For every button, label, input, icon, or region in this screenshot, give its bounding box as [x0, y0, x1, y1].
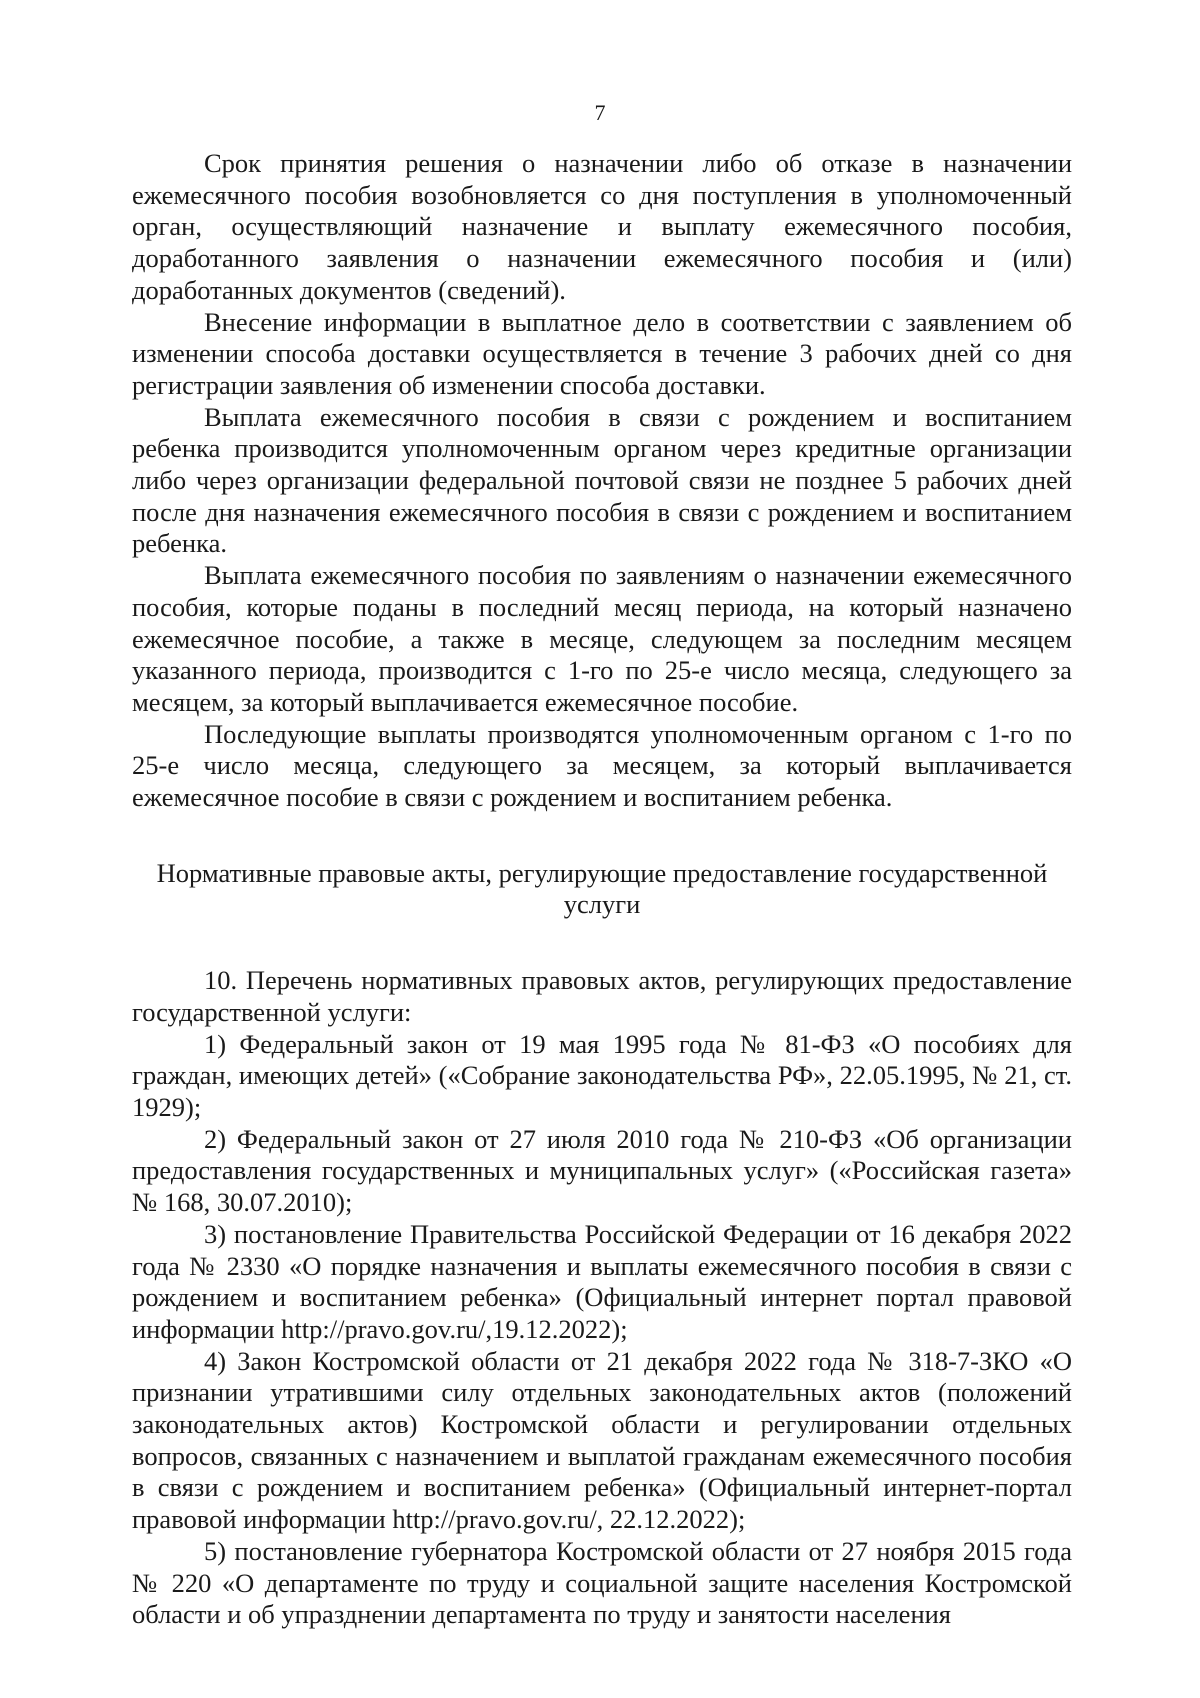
paragraph-payment-method: Выплата ежемесячного пособия в связи с рождением и воспитанием ребенка производится уполномоченным органом через кредитные организации либо через организации федеральной почтовой связи не позднее 5 рабочих дней после дня назначения ежемесячного пособия в связи с рождением и воспитанием ребенка. [132, 401, 1072, 559]
list-item-act-1: 1) Федеральный закон от 19 мая 1995 года № 81-ФЗ «О пособиях для граждан, имеющих детей» («Собрание законодательства РФ», 22.05.1995, № 21, ст. 1929); [132, 1028, 1072, 1122]
section-heading [132, 858, 1072, 921]
list-item-act-4: 4) Закон Костромской области от 21 декабря 2022 года № 318-7-ЗКО «О признании утратившими силу отдельных законодательных актов (положений законодательных актов) Костромской области и регулировании отдельных вопросов, связанных с назначением и выплатой гражданам ежемесячного пособия в связи с рождением и воспитанием ребенка» (Официальный интернет-портал правовой информации http://pravo.gov.ru/, 22.12.2022); [132, 1345, 1072, 1535]
list-item-act-3: 3) постановление Правительства Российской Федерации от 16 декабря 2022 года № 2330 «О порядке назначения и выплаты ежемесячного пособия в связи с рождением и воспитанием ребенка» (Официальный интернет портал правовой информации http://pravo.gov.ru/,19.12.2022); [132, 1218, 1072, 1344]
section-heading-line-2: услуги [563, 889, 641, 920]
paragraph-subsequent-payments: Последующие выплаты производятся уполномоченным органом с 1-го по 25-е число месяца, следующего за месяцем, за который выплачивается ежемесячное пособие в связи с рождением и воспитанием ребенка. [132, 718, 1072, 813]
list-item-act-5: 5) постановление губернатора Костромской области от 27 ноября 2015 года № 220 «О департаменте по труду и социальной защите населения Костромской области и об упразднении департамента по труду и занятости населения [132, 1535, 1072, 1630]
section-heading-line-1: Нормативные правовые акты, регулирующие предоставление государственной [156, 857, 1048, 888]
list-item-act-2: 2) Федеральный закон от 27 июля 2010 года № 210-ФЗ «Об организации предоставления государственных и муниципальных услуг» («Российская газета» № 168, 30.07.2010); [132, 1123, 1072, 1218]
paragraph-delivery-change: Внесение информации в выплатное дело в соответствии с заявлением об изменении способа доставки осуществляется в течение 3 рабочих дней со дня регистрации заявления об изменении способа доставки. [132, 306, 1072, 400]
paragraph-payment-schedule: Выплата ежемесячного пособия по заявлениям о назначении ежемесячного пособия, которые поданы в последний месяц периода, на который назначено ежемесячное пособие, а также в месяце, следующем за последним месяцем указанного периода, производится с 1-го по 25-е число месяца, следующего за месяцем, за который выплачивается ежемесячное пособие. [132, 560, 1072, 717]
paragraph-decision-deadline: Срок принятия решения о назначении либо об отказе в назначении ежемесячного пособия возобновляется со дня поступления в уполномоченный орган, осуществляющий назначение и выплату ежемесячного пособия, доработанного заявления о назначении ежемесячного пособия и (или) доработанных документов (сведений). [132, 148, 1072, 305]
page-number: 7 [594, 100, 606, 125]
paragraph-acts-list-intro: 10. Перечень нормативных правовых актов, регулирующих предоставление государственной услуги: [132, 965, 1072, 1027]
document-body [132, 148, 1072, 1631]
